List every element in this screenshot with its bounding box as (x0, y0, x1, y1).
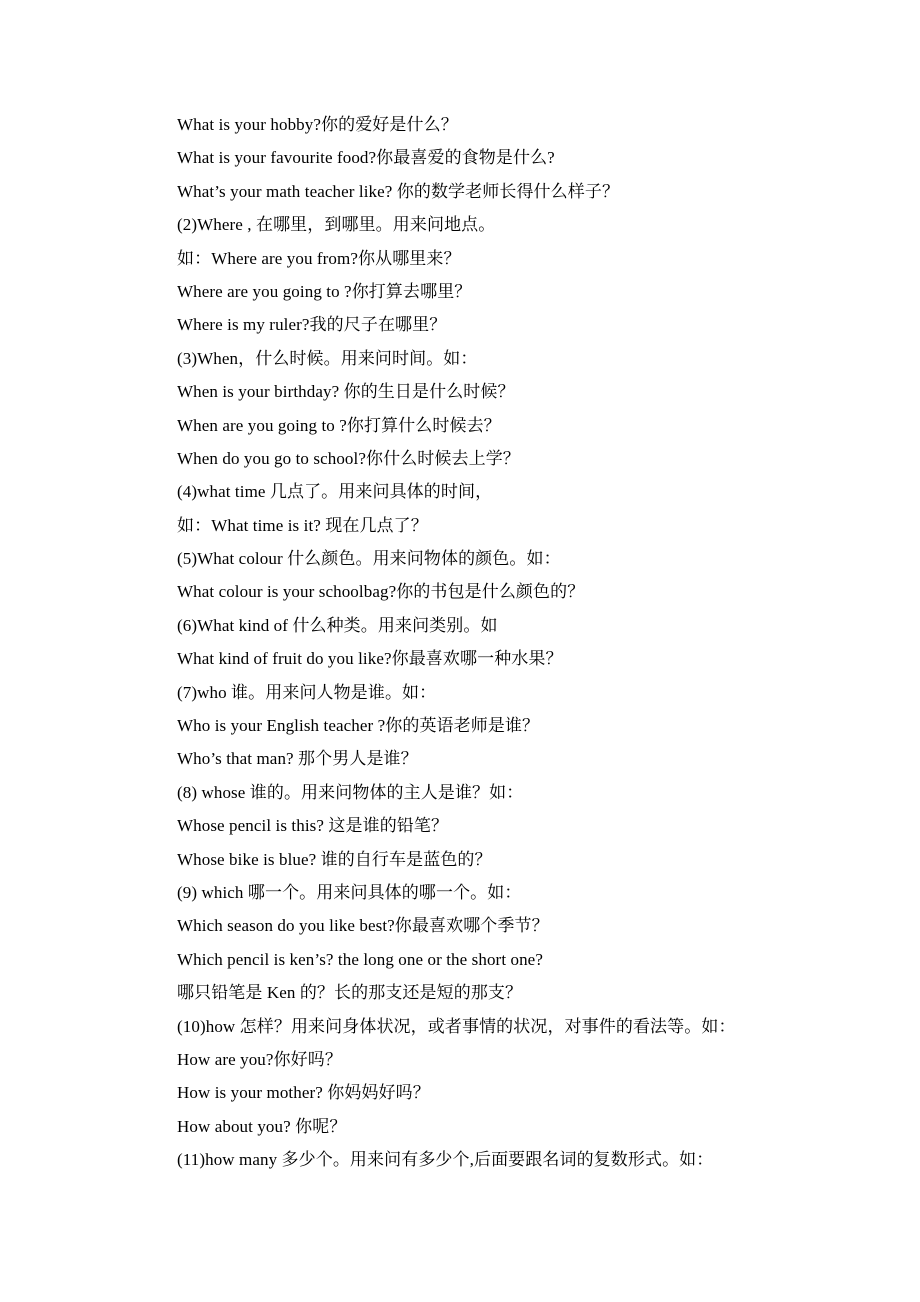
text-line: Which pencil is ken’s? the long one or the short one? (177, 949, 543, 969)
text-line: (5)What colour 什么颜色。用来问物体的颜色。如： (177, 549, 561, 569)
text-line: (4)what time 几点了。用来问具体的时间， (177, 482, 493, 502)
text-line: How is your mother? 你妈妈好吗？ (177, 1083, 430, 1103)
text-line: Whose pencil is this? 这是谁的铅笔？ (177, 816, 449, 836)
text-line: What is your favourite food?你最喜爱的食物是什么? (177, 148, 555, 168)
text-line: (8) whose 谁的。用来问物体的主人是谁？如： (177, 782, 524, 802)
text-line: (7)who 谁。用来问人物是谁。如： (177, 682, 437, 702)
text-line: Which season do you like best?你最喜欢哪个季节？ (177, 916, 549, 936)
text-line: How are you?你好吗？ (177, 1049, 342, 1069)
text-line: Who is your English teacher ?你的英语老师是谁？ (177, 716, 540, 736)
text-line: 如：Where are you from?你从哪里来？ (177, 248, 461, 268)
text-line: (9) which 哪一个。用来问具体的哪一个。如： (177, 882, 522, 902)
text-line: (11)how many 多少个。用来问有多少个,后面要跟名词的复数形式。如： (177, 1150, 714, 1170)
text-line: (2)Where , 在哪里，到哪里。用来问地点。 (177, 215, 496, 235)
text-line: When is your birthday? 你的生日是什么时候？ (177, 382, 515, 402)
text-line: What is your hobby?你的爱好是什么？ (177, 115, 458, 134)
text-line: 如：What time is it? 现在几点了？ (177, 515, 428, 535)
text-body (177, 108, 877, 1177)
text-line: What kind of fruit do you like?你最喜欢哪一种水果？ (177, 649, 563, 669)
text-line: When do you go to school?你什么时候去上学？ (177, 448, 520, 468)
text-line: (3)When，什么时候。用来问时间。如： (177, 348, 478, 368)
text-line: (10)how 怎样？用来问身体状况，或者事情的状况，对事件的看法等。如： (177, 1016, 736, 1036)
text-line: What colour is your schoolbag?你的书包是什么颜色的？ (177, 582, 585, 602)
text-line: When are you going to ?你打算什么时候去？ (177, 415, 501, 435)
text-line: Where are you going to ?你打算去哪里？ (177, 281, 472, 301)
text-line: Whose bike is blue? 谁的自行车是蓝色的？ (177, 849, 492, 869)
text-line: How about you? 你呢？ (177, 1116, 347, 1136)
text-line: Who’s that man? 那个男人是谁？ (177, 749, 418, 769)
text-line: (6)What kind of 什么种类。用来问类别。如 (177, 615, 498, 635)
text-line: 哪只铅笔是 Ken 的？长的那支还是短的那支？ (177, 983, 523, 1003)
text-line: What’s your math teacher like? 你的数学老师长得什么样子？ (177, 181, 620, 201)
text-line: Where is my ruler?我的尺子在哪里？ (177, 315, 447, 335)
